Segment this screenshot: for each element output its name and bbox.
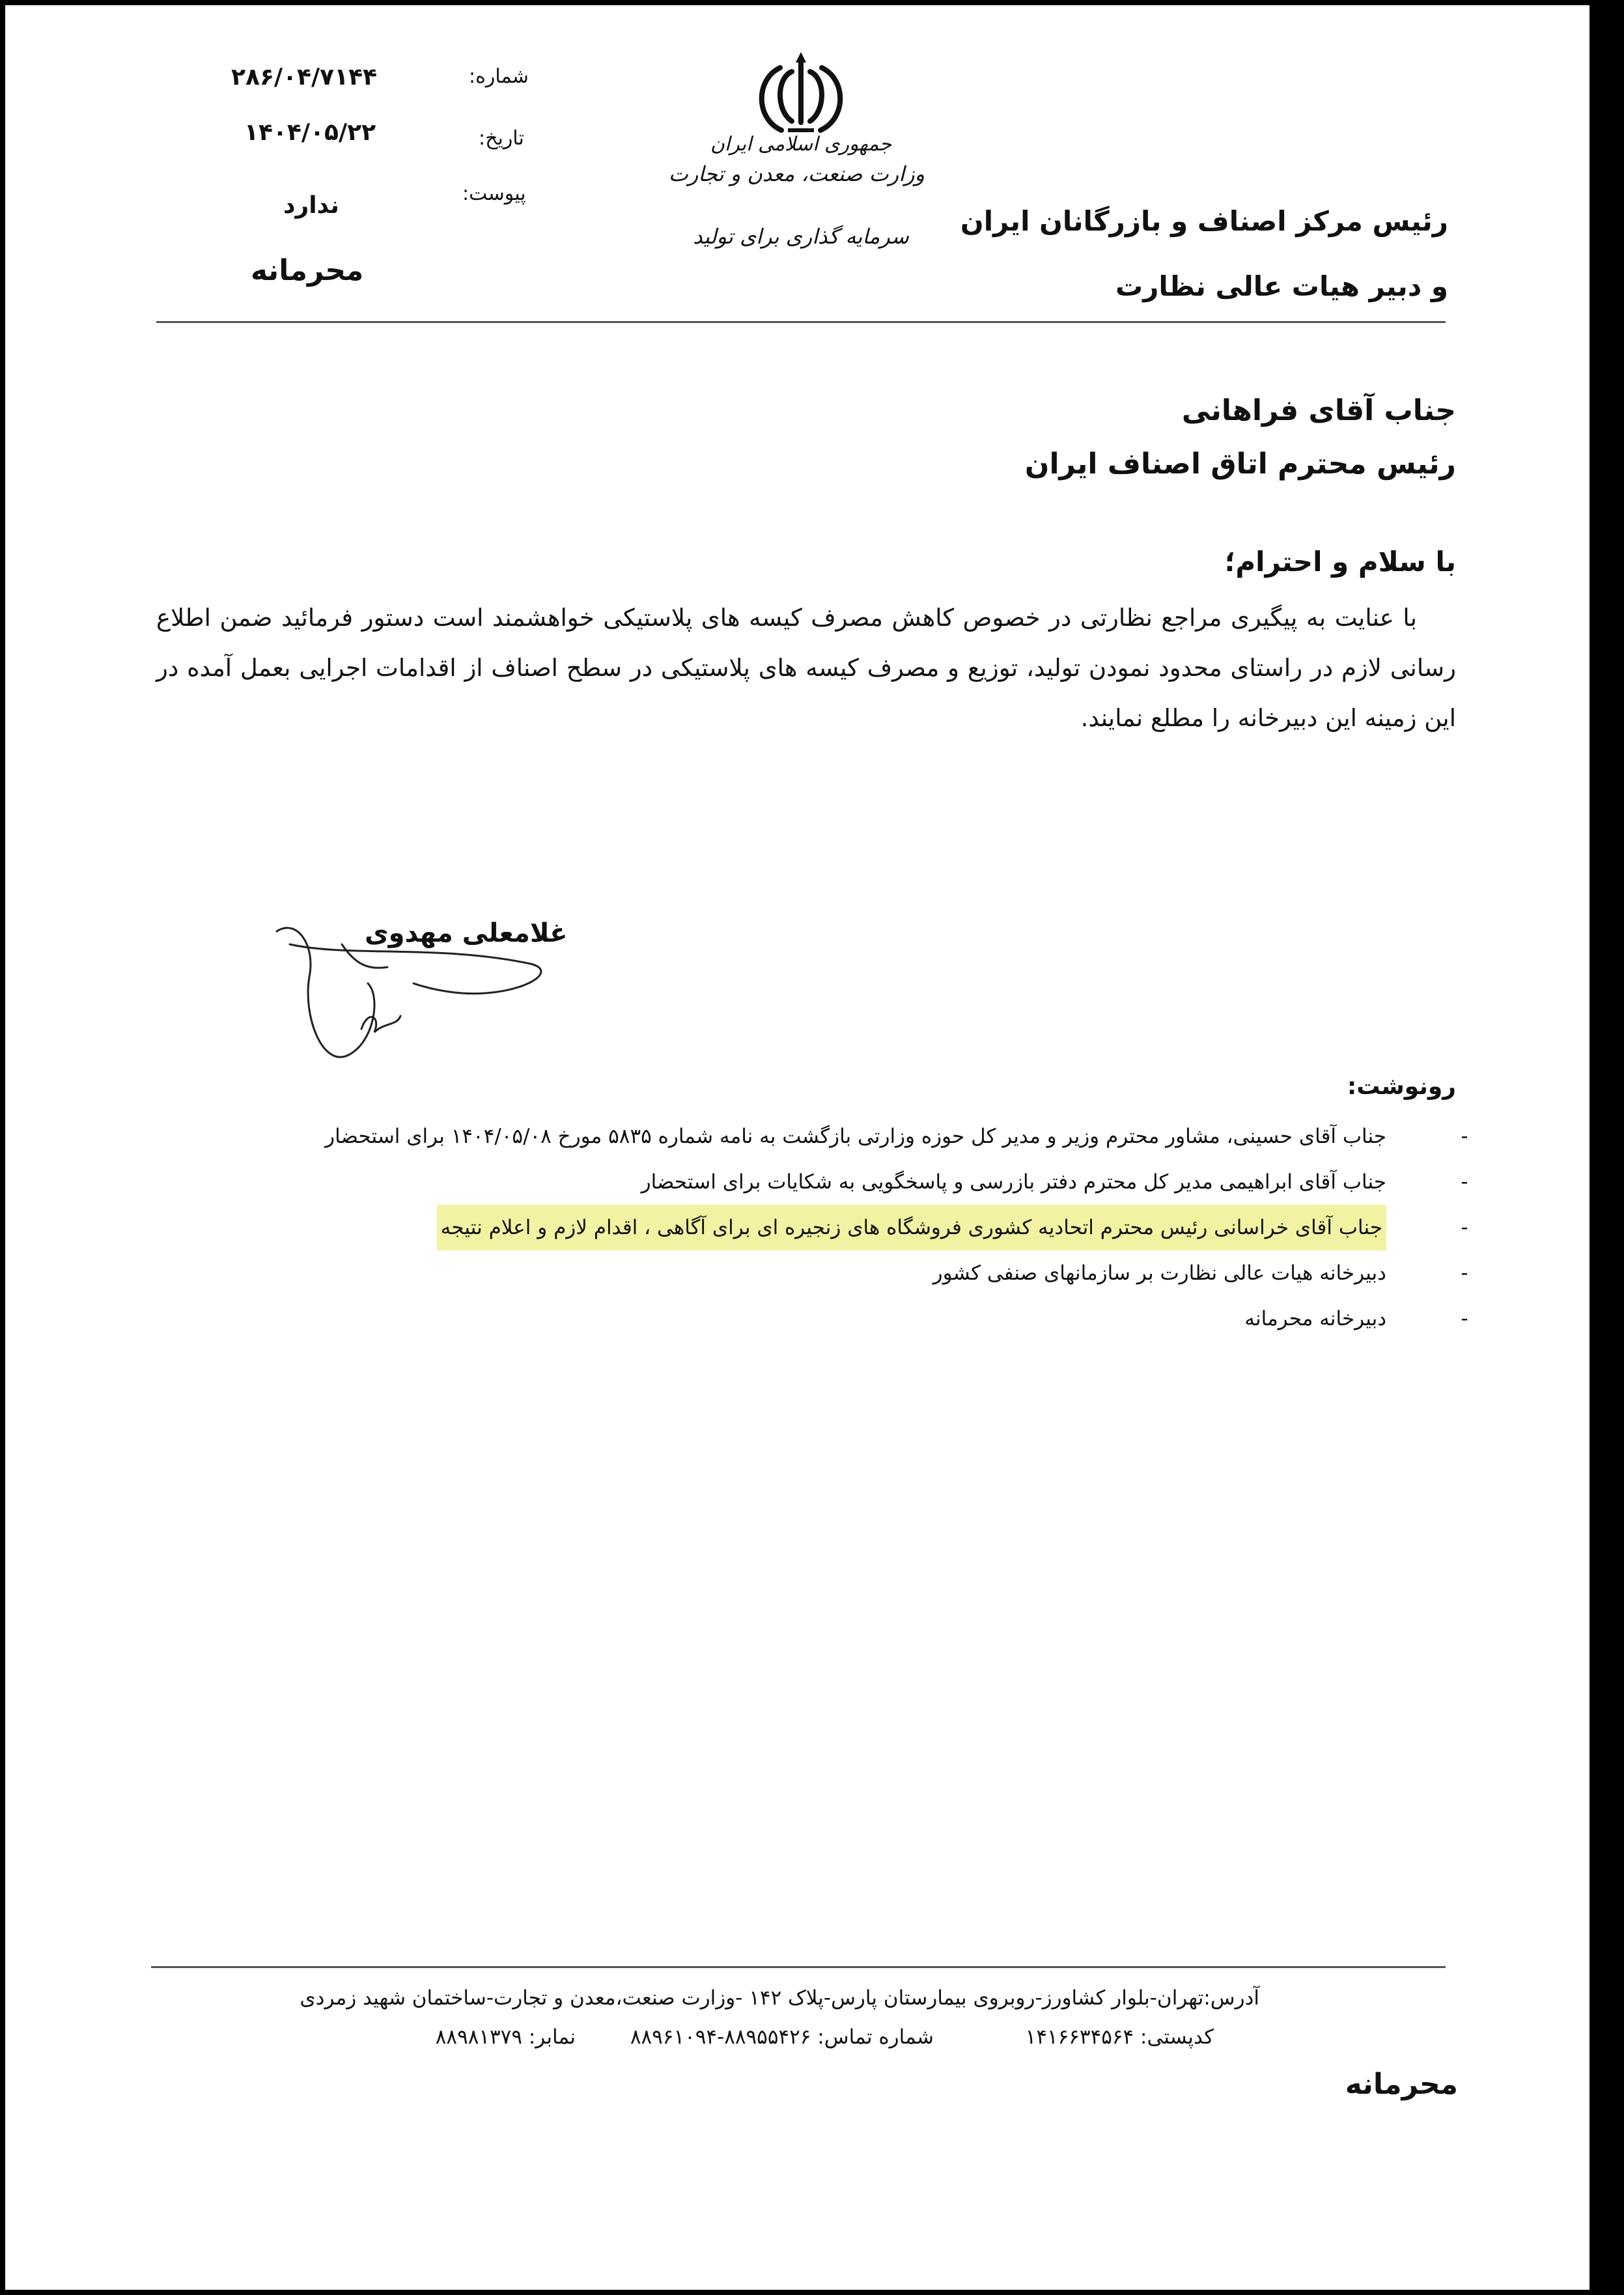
- number-value: ۲۸۶/۰۴/۷۱۴۴: [231, 64, 378, 91]
- letter-body: [156, 593, 1456, 743]
- ministry-heading: [668, 130, 925, 251]
- recipient-block: [960, 189, 1448, 319]
- ministry-name: وزارت صنعت، معدن و تجارت: [668, 162, 925, 186]
- cc-title: رونوشت:: [1347, 1073, 1456, 1100]
- signer-name: غلامعلی مهدوی: [365, 918, 568, 948]
- cc-item: [204, 1296, 1474, 1342]
- body-paragraph: با عنایت به پیگیری مراجع نظارتی در خصوص کاهش مصرف کیسه های پلاستیکی خواهشمند است دستور فرمائید ضمن اطلاع رسانی لازم در راستای محدود نمودن تولید، توزیع و مصرف کیسه های پلاستیکی در سطح اصناف از اقدامات اجرایی بعمل آمده در این زمینه این دبیرخانه را مطلع نمایند.: [156, 604, 1456, 732]
- fax-value: ۸۸۹۸۱۳۷۹: [435, 2025, 522, 2049]
- fax-number: [436, 2025, 576, 2049]
- cc-dash: -: [1461, 1170, 1468, 1194]
- classification-top: محرمانه: [251, 254, 364, 287]
- attachment-value: ندارد: [283, 192, 339, 219]
- recipient-line-1: رئیس مرکز اصناف و بازرگانان ایران: [960, 205, 1448, 237]
- fax-label: نمابر:: [528, 2025, 576, 2049]
- footer-address: آدرس:تهران-بلوار کشاورز-روبروی بیمارستان پارس-پلاک ۱۴۲ -وزارت صنعت،معدن و تجارت-ساختمان شهید زمردی: [300, 1986, 1259, 2010]
- postal-value: ۱۴۱۶۶۳۴۵۶۴: [1025, 2025, 1134, 2049]
- iran-emblem-icon: [736, 46, 866, 143]
- cc-item-highlighted: [204, 1205, 1474, 1250]
- cc-dash: -: [1461, 1125, 1468, 1148]
- date-value: ۱۴۰۴/۰۵/۲۲: [244, 119, 376, 146]
- greeting: با سلام و احترام؛: [1224, 546, 1456, 578]
- cc-dash: -: [1461, 1307, 1468, 1331]
- recipient-line-2: و دبیر هیات عالی نظارت: [1115, 270, 1448, 302]
- date-label: تاریخ:: [479, 127, 524, 150]
- scan-border-right: [1589, 0, 1624, 2295]
- phone-number: [630, 2025, 934, 2049]
- postal-code: [1026, 2025, 1214, 2049]
- cc-text: جناب آقای ابراهیمی مدیر کل محترم دفتر بازرسی و پاسخگویی به شکایات برای استحضار: [641, 1170, 1386, 1194]
- attachment-label: پیوست:: [462, 182, 526, 205]
- addressee-name: جناب آقای فراهانی: [1181, 394, 1456, 427]
- scan-border-left: [0, 0, 5, 2295]
- scan-border-top: [0, 0, 1624, 5]
- footer-divider: [151, 1966, 1446, 1968]
- header-divider: [156, 321, 1446, 323]
- cc-item: [204, 1159, 1474, 1205]
- number-label: شماره:: [469, 65, 529, 88]
- cc-dash: -: [1461, 1261, 1468, 1285]
- scan-border-bottom: [0, 2290, 1624, 2295]
- addressee-title: رئیس محترم اتاق اصناف ایران: [1024, 447, 1456, 481]
- ministry-slogan: سرمایه گذاری برای تولید: [693, 224, 909, 249]
- cc-dash: -: [1461, 1216, 1468, 1239]
- phone-label: شماره تماس:: [817, 2025, 934, 2049]
- handwritten-signature-icon: [270, 918, 557, 1062]
- classification-bottom: محرمانه: [1345, 2068, 1458, 2101]
- cc-text: دبیرخانه هیات عالی نظارت بر سازمانهای صنفی کشور: [932, 1261, 1386, 1285]
- cc-text: جناب آقای حسینی، مشاور محترم وزیر و مدیر کل حوزه وزارتی بازگشت به نامه شماره ۵۸۳۵ مورخ ۱۴۰۴/۰۵/۰۸ برای استحضار: [325, 1125, 1386, 1148]
- cc-list: [204, 1114, 1474, 1342]
- postal-label: کدپستی:: [1140, 2025, 1214, 2049]
- cc-item: [204, 1114, 1474, 1159]
- country-name: جمهوری اسلامی ایران: [710, 133, 892, 156]
- cc-text-highlighted: جناب آقای خراسانی رئیس محترم اتحادیه کشوری فروشگاه های زنجیره ای برای آگاهی ، اقدام لازم و اعلام نتیجه: [437, 1205, 1386, 1250]
- addressee-block: [1025, 384, 1456, 491]
- cc-item: [204, 1250, 1474, 1296]
- phone-value: ۸۸۹۵۵۴۲۶-۸۸۹۶۱۰۹۴: [630, 2025, 811, 2049]
- cc-text: دبیرخانه محرمانه: [1244, 1307, 1386, 1331]
